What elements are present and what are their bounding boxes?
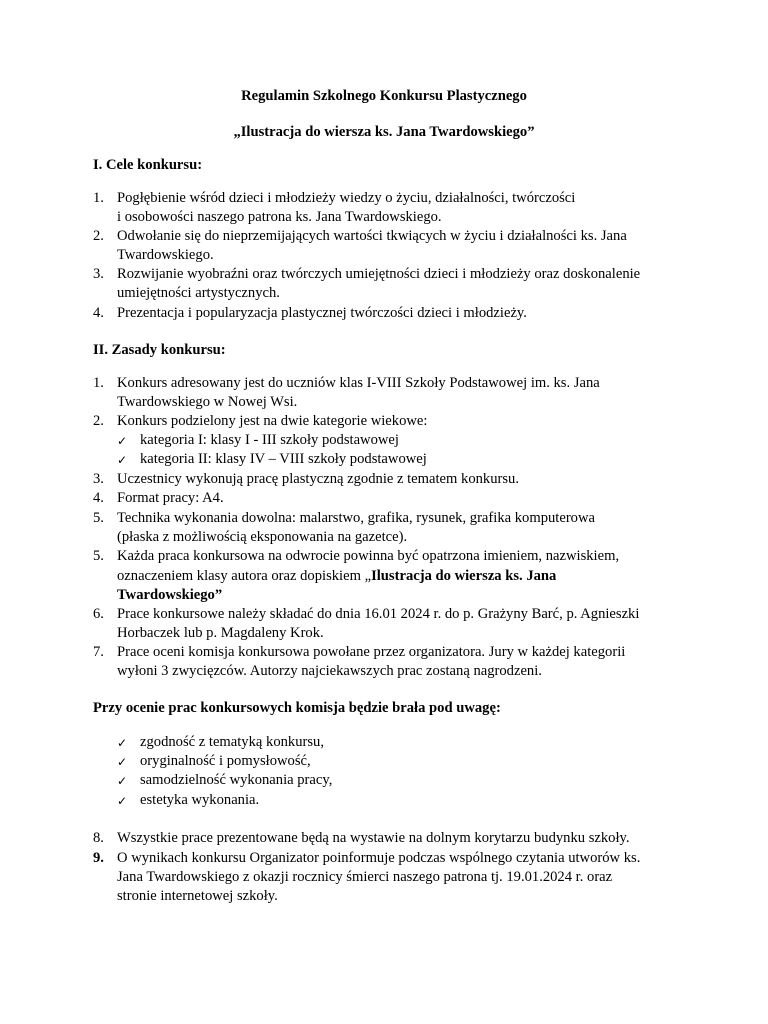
section-heading-rules: II. Zasady konkursu:: [93, 342, 226, 358]
check-icon: ✓: [117, 434, 128, 448]
list-item-text: Jana Twardowskiego z okazji rocznicy śmierci naszego patrona tj. 19.01.2024 r. oraz: [117, 869, 613, 885]
list-number: 4.: [93, 305, 104, 321]
list-item-text: Odwołanie się do nieprzemijających wartości tkwiących w życiu i działalności ks. Jana: [117, 228, 627, 244]
list-item-text: Twardowskiego w Nowej Wsi.: [117, 394, 298, 410]
check-icon: ✓: [117, 755, 128, 769]
list-item-text: O wynikach konkursu Organizator poinformuje podczas wspólnego czytania utworów ks.: [117, 850, 641, 866]
list-item-text-bold: Twardowskiego”: [117, 587, 223, 603]
check-icon: ✓: [117, 794, 128, 808]
list-number: 7.: [93, 644, 104, 660]
criteria-item: estetyka wykonania.: [140, 792, 260, 808]
list-item-text: Każda praca konkursowa na odwrocie powinna być opatrzona imieniem, nazwiskiem,: [117, 548, 620, 564]
list-item-text: umiejętności artystycznych.: [117, 285, 280, 301]
list-item-text: (płaska z możliwością eksponowania na gazetce).: [117, 529, 408, 545]
category-item: kategoria I: klasy I - III szkoły podstawowej: [140, 432, 399, 448]
list-item-text: Uczestnicy wykonują pracę plastyczną zgodnie z tematem konkursu.: [117, 471, 519, 487]
list-number: 5.: [93, 510, 104, 526]
check-icon: ✓: [117, 774, 128, 788]
criteria-item: zgodność z tematyką konkursu,: [140, 734, 324, 750]
list-item-text-bold: Ilustracja do wiersza ks. Jana: [371, 568, 557, 584]
category-item: kategoria II: klasy IV – VIII szkoły podstawowej: [140, 451, 427, 467]
list-number: 2.: [93, 413, 104, 429]
list-item-text: Format pracy: A4.: [117, 490, 224, 506]
list-item-text: Konkurs podzielony jest na dwie kategorie wiekowe:: [117, 413, 428, 429]
list-item-text: wyłoni 3 zwycięzców. Autorzy najciekawszych prac zostaną nagrodzeni.: [117, 663, 542, 679]
criteria-heading: Przy ocenie prac konkursowych komisja będzie brała pod uwagę:: [93, 700, 501, 716]
list-number: 5.: [93, 548, 104, 564]
list-number: 8.: [93, 830, 104, 846]
section-heading-goals: I. Cele konkursu:: [93, 157, 203, 173]
list-number: 2.: [93, 228, 104, 244]
list-item-text: i osobowości naszego patrona ks. Jana Twardowskiego.: [117, 209, 442, 225]
list-item-text: Pogłębienie wśród dzieci i młodzieży wiedzy o życiu, działalności, twórczości: [117, 190, 576, 206]
list-item-text: Prace oceni komisja konkursowa powołane przez organizatora. Jury w każdej kategorii: [117, 644, 626, 660]
document-subtitle: „Ilustracja do wiersza ks. Jana Twardowskiego”: [233, 124, 535, 140]
list-item-text: Konkurs adresowany jest do uczniów klas I-VIII Szkoły Podstawowej im. ks. Jana: [117, 375, 600, 391]
list-number: 9.: [93, 850, 104, 866]
list-number: 6.: [93, 606, 104, 622]
criteria-item: samodzielność wykonania pracy,: [140, 772, 333, 788]
list-number: 3.: [93, 471, 104, 487]
list-item-text: Wszystkie prace prezentowane będą na wystawie na dolnym korytarzu budynku szkoły.: [117, 830, 630, 846]
list-item-text: Twardowskiego.: [117, 247, 214, 263]
list-item-text: Rozwijanie wyobraźni oraz twórczych umiejętności dzieci i młodzieży oraz doskonalenie: [117, 266, 641, 282]
list-number: 1.: [93, 190, 104, 206]
list-item-text: Prezentacja i popularyzacja plastycznej twórczości dzieci i młodzieży.: [117, 305, 527, 321]
list-item-text: Horbaczek lub p. Magdaleny Krok.: [117, 625, 324, 641]
criteria-item: oryginalność i pomysłowość,: [140, 753, 311, 769]
list-item-text: Technika wykonania dowolna: malarstwo, grafika, rysunek, grafika komputerowa: [117, 510, 595, 526]
list-number: 3.: [93, 266, 104, 282]
list-item-text-plain: oznaczeniem klasy autora oraz dopiskiem „: [117, 568, 372, 584]
list-item-text: stronie internetowej szkoły.: [117, 888, 278, 904]
list-item-text: Prace konkursowe należy składać do dnia 16.01 2024 r. do p. Grażyny Barć, p. Agnieszki: [117, 606, 640, 622]
check-icon: ✓: [117, 736, 128, 750]
check-icon: ✓: [117, 453, 128, 467]
document-title: Regulamin Szkolnego Konkursu Plastycznego: [241, 88, 527, 104]
list-item-text: [117, 568, 556, 585]
list-number: 4.: [93, 490, 104, 506]
list-number: 1.: [93, 375, 104, 391]
